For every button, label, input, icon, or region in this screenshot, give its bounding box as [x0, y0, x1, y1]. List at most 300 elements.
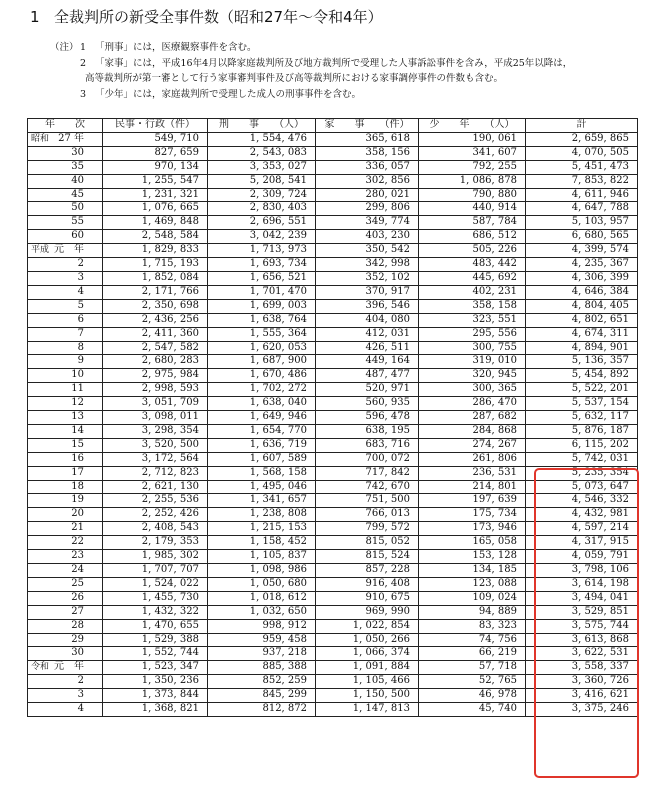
cell-criminal: 1, 670, 486 [208, 369, 316, 383]
table-row [28, 438, 638, 452]
cell-juvenile: 445, 692 [419, 271, 526, 285]
cell-total: 5, 876, 187 [526, 424, 638, 438]
cell-criminal: 1, 656, 521 [208, 271, 316, 285]
year-value: 29 [71, 633, 84, 645]
cell-total: 7, 853, 822 [526, 174, 638, 188]
cell-juvenile: 295, 556 [419, 327, 526, 341]
year-value: 5 [77, 299, 84, 311]
cell-year [28, 146, 103, 160]
cell-civil: 1, 523, 347 [103, 661, 208, 675]
cell-criminal: 3, 353, 027 [208, 160, 316, 174]
table-row [28, 174, 638, 188]
note-2 [50, 56, 572, 87]
table-row [28, 689, 638, 703]
header-juvenile: 少 年 （人） [419, 119, 526, 133]
table-row [28, 494, 638, 508]
cell-family: 487, 477 [316, 369, 419, 383]
cell-family: 910, 675 [316, 591, 419, 605]
year-value: 24 [71, 564, 84, 575]
cell-civil: 3, 172, 564 [103, 452, 208, 466]
cell-civil: 2, 255, 536 [103, 494, 208, 508]
cell-criminal: 1, 098, 986 [208, 564, 316, 578]
cell-total: 5, 235, 354 [526, 466, 638, 480]
cell-total: 3, 360, 726 [526, 675, 638, 689]
cell-year [28, 188, 103, 202]
cell-juvenile: 483, 442 [419, 258, 526, 272]
cell-year [28, 633, 103, 647]
cell-civil: 2, 975, 984 [103, 369, 208, 383]
cell-year [28, 202, 103, 216]
cell-criminal: 1, 568, 158 [208, 466, 316, 480]
cell-juvenile: 505, 226 [419, 244, 526, 258]
cell-family: 520, 971 [316, 383, 419, 397]
table-row [28, 271, 638, 285]
note-number: 1 [80, 42, 87, 53]
cell-total: 3, 375, 246 [526, 703, 638, 717]
cell-year [28, 313, 103, 327]
note-number: 2 [80, 57, 87, 69]
cell-family: 857, 228 [316, 564, 419, 578]
cell-civil: 1, 231, 321 [103, 188, 208, 202]
year-value: 55 [71, 216, 84, 228]
cell-total: 4, 070, 505 [526, 146, 638, 160]
year-value: 6 [77, 313, 84, 325]
note-text: 「家事」には，平成16年4月以降家庭裁判所及び地方裁判所で受理した人事訴訟事件を含み，平成25年以降は， [95, 57, 573, 69]
era-label: 平成 [31, 245, 50, 256]
cell-civil: 1, 552, 744 [103, 647, 208, 661]
cell-juvenile: 123, 088 [419, 577, 526, 591]
cell-total: 4, 646, 384 [526, 285, 638, 299]
table-row [28, 244, 638, 258]
year-value: 4 [77, 703, 84, 715]
cell-year [28, 536, 103, 550]
year-value: 50 [71, 202, 84, 214]
cell-year [28, 480, 103, 494]
cell-civil: 1, 715, 193 [103, 258, 208, 272]
cell-family: 766, 013 [316, 508, 419, 522]
cell-criminal: 998, 912 [208, 619, 316, 633]
cell-civil: 2, 408, 543 [103, 522, 208, 536]
cell-year [28, 466, 103, 480]
cell-juvenile: 52, 765 [419, 675, 526, 689]
cell-criminal: 1, 018, 612 [208, 591, 316, 605]
cell-criminal: 1, 713, 973 [208, 244, 316, 258]
table-row [28, 619, 638, 633]
table-row [28, 411, 638, 425]
cell-total: 5, 522, 201 [526, 383, 638, 397]
cell-total: 4, 306, 399 [526, 271, 638, 285]
table-row [28, 591, 638, 605]
year-value: 2 [77, 258, 84, 270]
cell-civil: 1, 470, 655 [103, 619, 208, 633]
cell-family: 1, 066, 374 [316, 647, 419, 661]
cell-total: 4, 674, 311 [526, 327, 638, 341]
year-value: 19 [71, 494, 84, 506]
year-value: 45 [71, 188, 84, 200]
header-family: 家 事 （件） [316, 119, 419, 133]
cell-civil: 1, 373, 844 [103, 689, 208, 703]
cell-criminal: 959, 458 [208, 633, 316, 647]
cell-family: 342, 998 [316, 258, 419, 272]
cell-criminal: 845, 299 [208, 689, 316, 703]
table-header-row [28, 119, 638, 133]
cell-year [28, 174, 103, 188]
cell-family: 916, 408 [316, 577, 419, 591]
cell-family: 358, 156 [316, 146, 419, 160]
cell-total: 5, 073, 647 [526, 480, 638, 494]
cell-family: 799, 572 [316, 522, 419, 536]
cell-total: 4, 317, 915 [526, 536, 638, 550]
cell-total: 3, 798, 106 [526, 564, 638, 578]
header-criminal: 刑 事 （人） [208, 119, 316, 133]
cell-juvenile: 323, 551 [419, 313, 526, 327]
cell-civil: 1, 432, 322 [103, 605, 208, 619]
cell-family: 815, 052 [316, 536, 419, 550]
cell-juvenile: 66, 219 [419, 647, 526, 661]
cell-juvenile: 686, 512 [419, 230, 526, 244]
cell-year [28, 605, 103, 619]
cell-family: 700, 072 [316, 452, 419, 466]
cell-criminal: 1, 032, 650 [208, 605, 316, 619]
cell-civil: 2, 998, 593 [103, 383, 208, 397]
cell-juvenile: 153, 128 [419, 550, 526, 564]
table-row [28, 508, 638, 522]
year-value: 9 [77, 355, 84, 367]
cell-civil: 1, 255, 547 [103, 174, 208, 188]
cell-year [28, 508, 103, 522]
cell-total: 3, 529, 851 [526, 605, 638, 619]
cell-total: 4, 804, 405 [526, 299, 638, 313]
cell-family: 683, 716 [316, 438, 419, 452]
cell-year [28, 619, 103, 633]
cell-juvenile: 358, 158 [419, 299, 526, 313]
cell-civil: 1, 455, 730 [103, 591, 208, 605]
cell-juvenile: 300, 755 [419, 341, 526, 355]
cell-civil: 2, 712, 823 [103, 466, 208, 480]
cell-family: 365, 618 [316, 132, 419, 146]
header-total: 計 [526, 119, 638, 133]
cell-civil: 1, 829, 833 [103, 244, 208, 258]
year-value: 23 [71, 550, 84, 562]
table-row [28, 299, 638, 313]
cell-year [28, 397, 103, 411]
cell-year [28, 299, 103, 313]
cell-juvenile: 214, 801 [419, 480, 526, 494]
cell-year [28, 132, 103, 146]
table-row [28, 188, 638, 202]
cell-family: 349, 774 [316, 216, 419, 230]
table-row [28, 577, 638, 591]
year-value: 2 [77, 675, 84, 687]
cell-criminal: 1, 555, 364 [208, 327, 316, 341]
year-value: 28 [71, 619, 84, 631]
cell-juvenile: 287, 682 [419, 411, 526, 425]
cell-criminal: 1, 702, 272 [208, 383, 316, 397]
notes-section [50, 40, 572, 102]
cell-civil: 1, 469, 848 [103, 216, 208, 230]
table-row [28, 452, 638, 466]
cell-total: 5, 136, 357 [526, 355, 638, 369]
cell-criminal: 885, 388 [208, 661, 316, 675]
cell-total: 5, 451, 473 [526, 160, 638, 174]
cell-civil: 827, 659 [103, 146, 208, 160]
cell-year [28, 494, 103, 508]
table-row [28, 661, 638, 675]
cell-civil: 2, 436, 256 [103, 313, 208, 327]
cell-juvenile: 83, 323 [419, 619, 526, 633]
table-row [28, 285, 638, 299]
cell-civil: 2, 411, 360 [103, 327, 208, 341]
cell-year [28, 327, 103, 341]
table-row [28, 230, 638, 244]
cell-year [28, 522, 103, 536]
cell-year [28, 689, 103, 703]
cell-juvenile: 790, 880 [419, 188, 526, 202]
cell-total: 5, 454, 892 [526, 369, 638, 383]
era-label: 令和 [31, 662, 50, 673]
cell-juvenile: 440, 914 [419, 202, 526, 216]
year-value: 35 [71, 160, 84, 172]
cell-total: 3, 575, 744 [526, 619, 638, 633]
cell-civil: 3, 098, 011 [103, 411, 208, 425]
cell-civil: 970, 134 [103, 160, 208, 174]
cell-juvenile: 57, 718 [419, 661, 526, 675]
cell-total: 4, 235, 367 [526, 258, 638, 272]
cell-year [28, 703, 103, 717]
cell-year [28, 564, 103, 578]
note-label: （注） [50, 42, 79, 53]
cell-total: 4, 611, 946 [526, 188, 638, 202]
year-value: 元 年 [54, 661, 84, 673]
cell-criminal: 1, 699, 003 [208, 299, 316, 313]
cell-criminal: 1, 238, 808 [208, 508, 316, 522]
cell-civil: 3, 051, 709 [103, 397, 208, 411]
cell-juvenile: 587, 784 [419, 216, 526, 230]
year-value: 13 [71, 411, 84, 423]
cell-criminal: 2, 696, 551 [208, 216, 316, 230]
cell-juvenile: 197, 639 [419, 494, 526, 508]
cell-juvenile: 261, 806 [419, 452, 526, 466]
cell-family: 1, 150, 500 [316, 689, 419, 703]
cell-civil: 2, 171, 766 [103, 285, 208, 299]
year-value: 17 [71, 466, 84, 478]
table-body [28, 132, 638, 716]
cell-total: 4, 432, 981 [526, 508, 638, 522]
cell-year [28, 285, 103, 299]
year-value: 3 [77, 271, 84, 283]
cell-juvenile: 94, 889 [419, 605, 526, 619]
cell-family: 350, 542 [316, 244, 419, 258]
cell-criminal: 1, 215, 153 [208, 522, 316, 536]
cell-criminal: 2, 543, 083 [208, 146, 316, 160]
cell-total: 5, 742, 031 [526, 452, 638, 466]
cell-criminal: 1, 649, 946 [208, 411, 316, 425]
cell-total: 2, 659, 865 [526, 132, 638, 146]
year-value: 27 年 [58, 132, 84, 144]
year-value: 27 [71, 605, 84, 617]
cell-juvenile: 402, 231 [419, 285, 526, 299]
cell-civil: 2, 179, 353 [103, 536, 208, 550]
cell-total: 3, 622, 531 [526, 647, 638, 661]
cell-juvenile: 341, 607 [419, 146, 526, 160]
cell-criminal: 1, 607, 589 [208, 452, 316, 466]
cell-criminal: 852, 259 [208, 675, 316, 689]
year-value: 21 [71, 522, 84, 534]
era-label: 昭和 [31, 133, 50, 144]
cell-year [28, 244, 103, 258]
table-row [28, 703, 638, 717]
cell-total: 4, 894, 901 [526, 341, 638, 355]
cell-year [28, 661, 103, 675]
cell-juvenile: 134, 185 [419, 564, 526, 578]
cell-family: 1, 091, 884 [316, 661, 419, 675]
year-value: 30 [71, 647, 84, 659]
cell-civil: 1, 985, 302 [103, 550, 208, 564]
cell-civil: 2, 252, 426 [103, 508, 208, 522]
cell-family: 969, 990 [316, 605, 419, 619]
note-text: 「刑事」には，医療観察事件を含む。 [95, 42, 257, 53]
cell-total: 3, 614, 198 [526, 577, 638, 591]
cell-criminal: 1, 050, 680 [208, 577, 316, 591]
table-row [28, 397, 638, 411]
cell-criminal: 1, 654, 770 [208, 424, 316, 438]
cell-civil: 3, 520, 500 [103, 438, 208, 452]
year-value: 8 [77, 341, 84, 353]
table-row [28, 633, 638, 647]
cell-family: 815, 524 [316, 550, 419, 564]
cell-juvenile: 1, 086, 878 [419, 174, 526, 188]
cell-year [28, 160, 103, 174]
year-value: 16 [71, 452, 84, 464]
table-row [28, 466, 638, 480]
table-row [28, 369, 638, 383]
cell-year [28, 258, 103, 272]
year-value: 26 [71, 591, 84, 603]
cell-family: 426, 511 [316, 341, 419, 355]
cell-family: 370, 917 [316, 285, 419, 299]
cell-juvenile: 109, 024 [419, 591, 526, 605]
cell-total: 5, 103, 957 [526, 216, 638, 230]
cell-civil: 2, 680, 283 [103, 355, 208, 369]
cell-juvenile: 236, 531 [419, 466, 526, 480]
table-row [28, 522, 638, 536]
year-value: 3 [77, 689, 84, 701]
table-row [28, 146, 638, 160]
cell-family: 299, 806 [316, 202, 419, 216]
cell-juvenile: 300, 365 [419, 383, 526, 397]
cell-criminal: 812, 872 [208, 703, 316, 717]
cell-total: 3, 416, 621 [526, 689, 638, 703]
cell-family: 352, 102 [316, 271, 419, 285]
cell-year [28, 424, 103, 438]
cell-total: 3, 558, 337 [526, 661, 638, 675]
cell-total: 3, 494, 041 [526, 591, 638, 605]
cell-juvenile: 286, 470 [419, 397, 526, 411]
table-row [28, 383, 638, 397]
cell-juvenile: 320, 945 [419, 369, 526, 383]
table-row [28, 341, 638, 355]
table-row [28, 564, 638, 578]
cell-criminal: 1, 638, 764 [208, 313, 316, 327]
cell-juvenile: 46, 978 [419, 689, 526, 703]
cell-family: 1, 050, 266 [316, 633, 419, 647]
cell-total: 4, 546, 332 [526, 494, 638, 508]
year-value: 30 [71, 146, 84, 158]
cell-civil: 1, 350, 236 [103, 675, 208, 689]
year-value: 元 年 [54, 244, 84, 256]
cell-family: 280, 021 [316, 188, 419, 202]
cell-year [28, 647, 103, 661]
table-row [28, 675, 638, 689]
cell-criminal: 1, 636, 719 [208, 438, 316, 452]
year-value: 15 [71, 438, 84, 450]
cell-total: 6, 680, 565 [526, 230, 638, 244]
table-row [28, 216, 638, 230]
cell-year [28, 383, 103, 397]
cell-criminal: 1, 341, 657 [208, 494, 316, 508]
cell-total: 5, 632, 117 [526, 411, 638, 425]
cell-juvenile: 45, 740 [419, 703, 526, 717]
cell-family: 1, 105, 466 [316, 675, 419, 689]
cell-juvenile: 274, 267 [419, 438, 526, 452]
table-row [28, 647, 638, 661]
cell-family: 403, 230 [316, 230, 419, 244]
cell-civil: 1, 852, 084 [103, 271, 208, 285]
cell-criminal: 1, 687, 900 [208, 355, 316, 369]
note-1 [50, 40, 572, 56]
year-value: 4 [77, 285, 84, 297]
cell-civil: 2, 548, 584 [103, 230, 208, 244]
cell-juvenile: 74, 756 [419, 633, 526, 647]
cell-total: 4, 597, 214 [526, 522, 638, 536]
cell-year [28, 355, 103, 369]
cell-total: 4, 647, 788 [526, 202, 638, 216]
cell-year [28, 341, 103, 355]
cell-juvenile: 165, 058 [419, 536, 526, 550]
cell-family: 449, 164 [316, 355, 419, 369]
cell-criminal: 3, 042, 239 [208, 230, 316, 244]
title-number: 1 [30, 8, 40, 26]
cell-year [28, 411, 103, 425]
cell-criminal: 937, 218 [208, 647, 316, 661]
table-row [28, 313, 638, 327]
cell-total: 4, 802, 651 [526, 313, 638, 327]
cell-total: 5, 537, 154 [526, 397, 638, 411]
header-civil: 民事・行政（件） [103, 119, 208, 133]
cell-family: 1, 147, 813 [316, 703, 419, 717]
cell-criminal: 1, 105, 837 [208, 550, 316, 564]
cell-family: 336, 057 [316, 160, 419, 174]
cell-year [28, 591, 103, 605]
year-value: 40 [71, 174, 84, 186]
cell-civil: 1, 529, 388 [103, 633, 208, 647]
cell-civil: 549, 710 [103, 132, 208, 146]
cell-family: 751, 500 [316, 494, 419, 508]
cell-civil: 2, 547, 582 [103, 341, 208, 355]
note-number: 3 [80, 88, 87, 100]
cell-year [28, 369, 103, 383]
table-row [28, 132, 638, 146]
cell-criminal: 1, 495, 046 [208, 480, 316, 494]
cell-year [28, 438, 103, 452]
cell-criminal: 2, 309, 724 [208, 188, 316, 202]
note-text: 「少年」には，家庭裁判所で受理した成人の刑事事件を含む。 [95, 88, 362, 100]
cell-family: 742, 670 [316, 480, 419, 494]
year-value: 60 [71, 230, 84, 242]
cell-year [28, 550, 103, 564]
cell-year [28, 577, 103, 591]
cell-civil: 3, 298, 354 [103, 424, 208, 438]
